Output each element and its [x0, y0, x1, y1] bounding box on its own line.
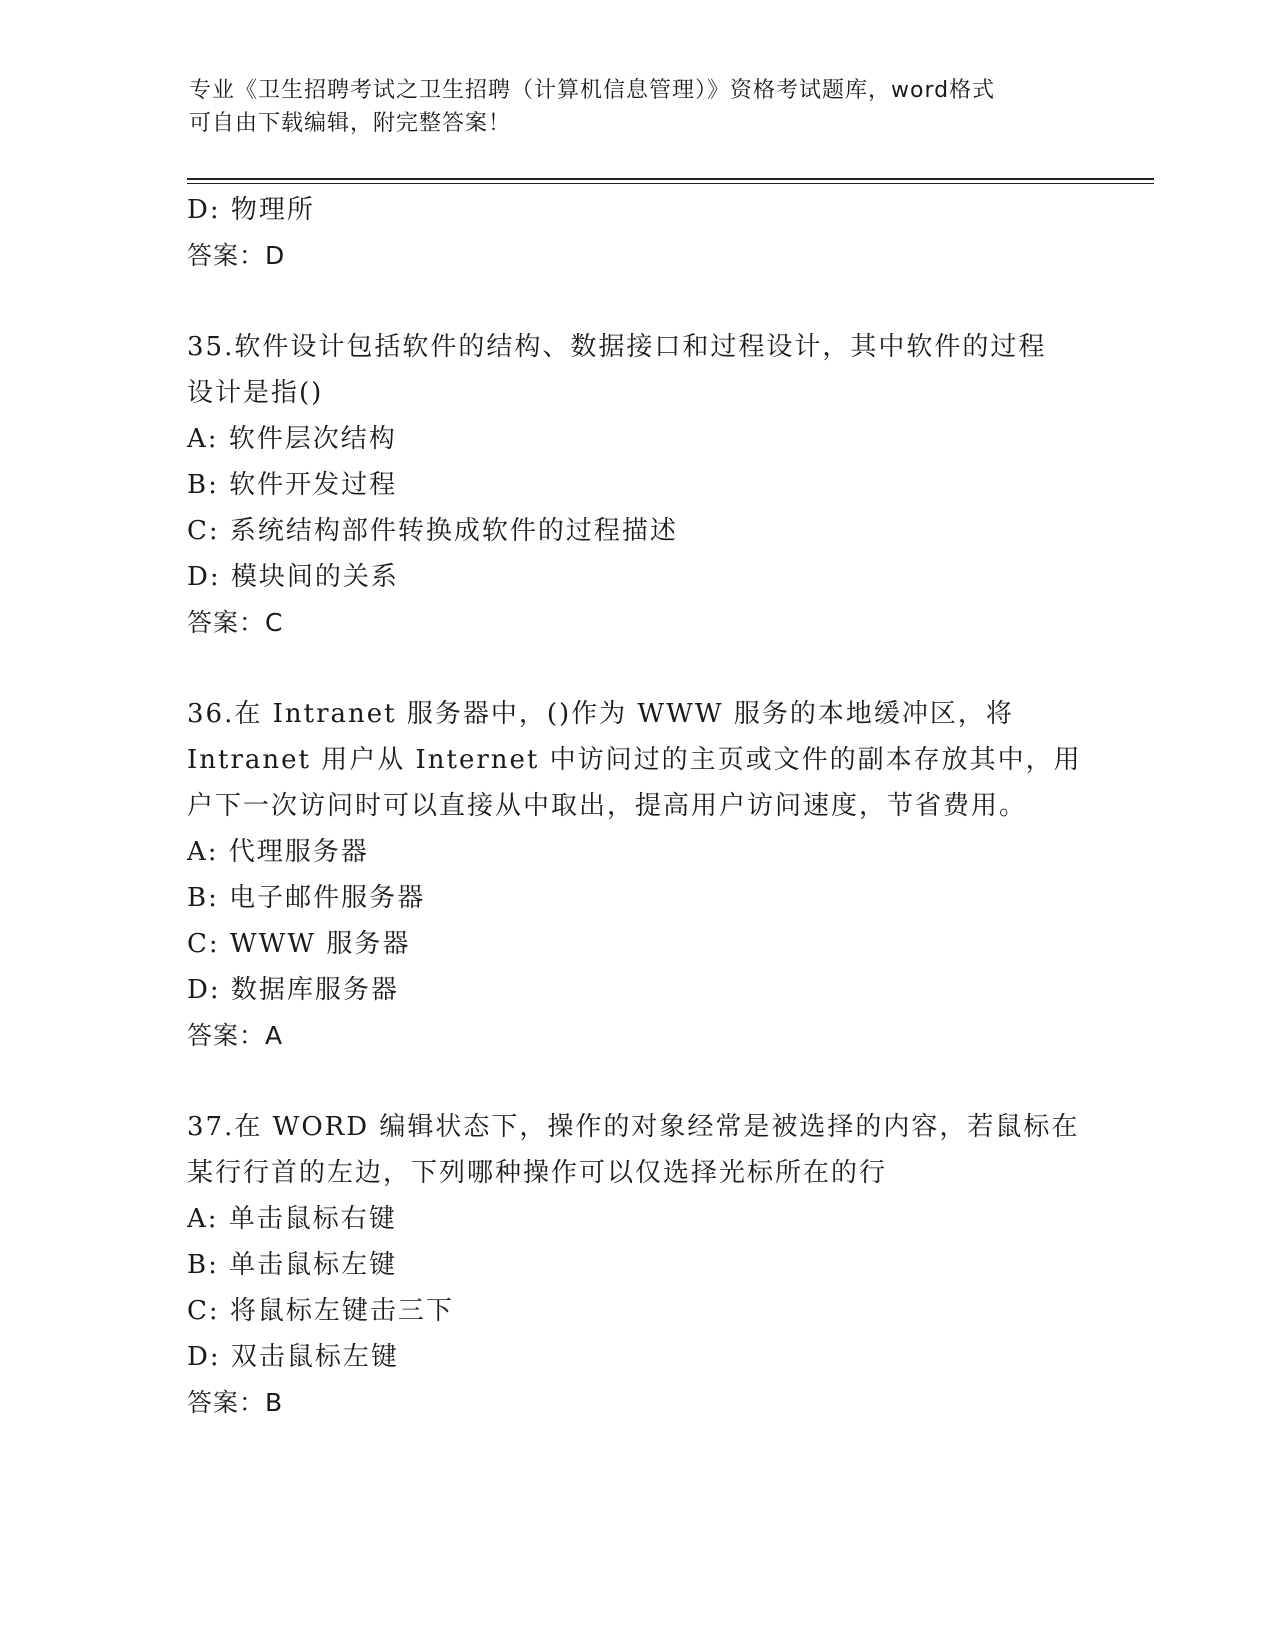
answer: 答案：C [187, 608, 284, 637]
document-body [187, 187, 1087, 1426]
question-text-line: 36.在 Intranet 服务器中，()作为 WWW 服务的本地缓冲区，将 [187, 699, 1014, 729]
question-text-line: 某行行首的左边，下列哪种操作可以仅选择光标所在的行 [187, 1158, 888, 1188]
option-c: C: WWW 服务器 [187, 929, 411, 959]
previous-question-fragment [187, 187, 1087, 279]
option-a: A: 代理服务器 [187, 837, 369, 867]
header-rule-thick [187, 178, 1154, 180]
question-text-line: 户下一次访问时可以直接从中取出，提高用户访问速度，节省费用。 [187, 791, 1028, 821]
option-b: B: 电子邮件服务器 [187, 883, 426, 913]
question-text-line: 35.软件设计包括软件的结构、数据接口和过程设计，其中软件的过程 [187, 332, 1047, 362]
option-b: B: 单击鼠标左键 [187, 1250, 398, 1280]
header-line-2: 可自由下载编辑，附完整答案！ [189, 111, 512, 136]
header-line-1: 专业《卫生招聘考试之卫生招聘（计算机信息管理）》资格考试题库，word格式 [189, 78, 996, 103]
option-a: A: 单击鼠标右键 [187, 1204, 397, 1234]
question-text-line: 设计是指() [187, 378, 324, 408]
option-d: D: 数据库服务器 [187, 975, 399, 1005]
spacer [187, 279, 1087, 324]
option-d: D: 模块间的关系 [187, 562, 399, 592]
question-37 [187, 1104, 1087, 1426]
question-35 [187, 324, 1087, 646]
answer: 答案：B [187, 1388, 284, 1417]
answer: 答案：D [187, 241, 286, 270]
option-c: C: 将鼠标左键击三下 [187, 1296, 454, 1326]
spacer [187, 1059, 1087, 1104]
header-rule-thin [187, 183, 1154, 184]
document-header [189, 74, 1069, 140]
answer: 答案：A [187, 1021, 284, 1050]
question-36 [187, 691, 1087, 1059]
option-d: D: 双击鼠标左键 [187, 1342, 399, 1372]
question-text-line: 37.在 WORD 编辑状态下，操作的对象经常是被选择的内容，若鼠标在 [187, 1112, 1080, 1142]
option-b: B: 软件开发过程 [187, 470, 398, 500]
option-d: D: 物理所 [187, 195, 315, 225]
spacer [187, 646, 1087, 691]
option-c: C: 系统结构部件转换成软件的过程描述 [187, 516, 678, 546]
option-a: A: 软件层次结构 [187, 424, 397, 454]
question-text-line: Intranet 用户从 Internet 中访问过的主页或文件的副本存放其中，用 [187, 745, 1082, 775]
